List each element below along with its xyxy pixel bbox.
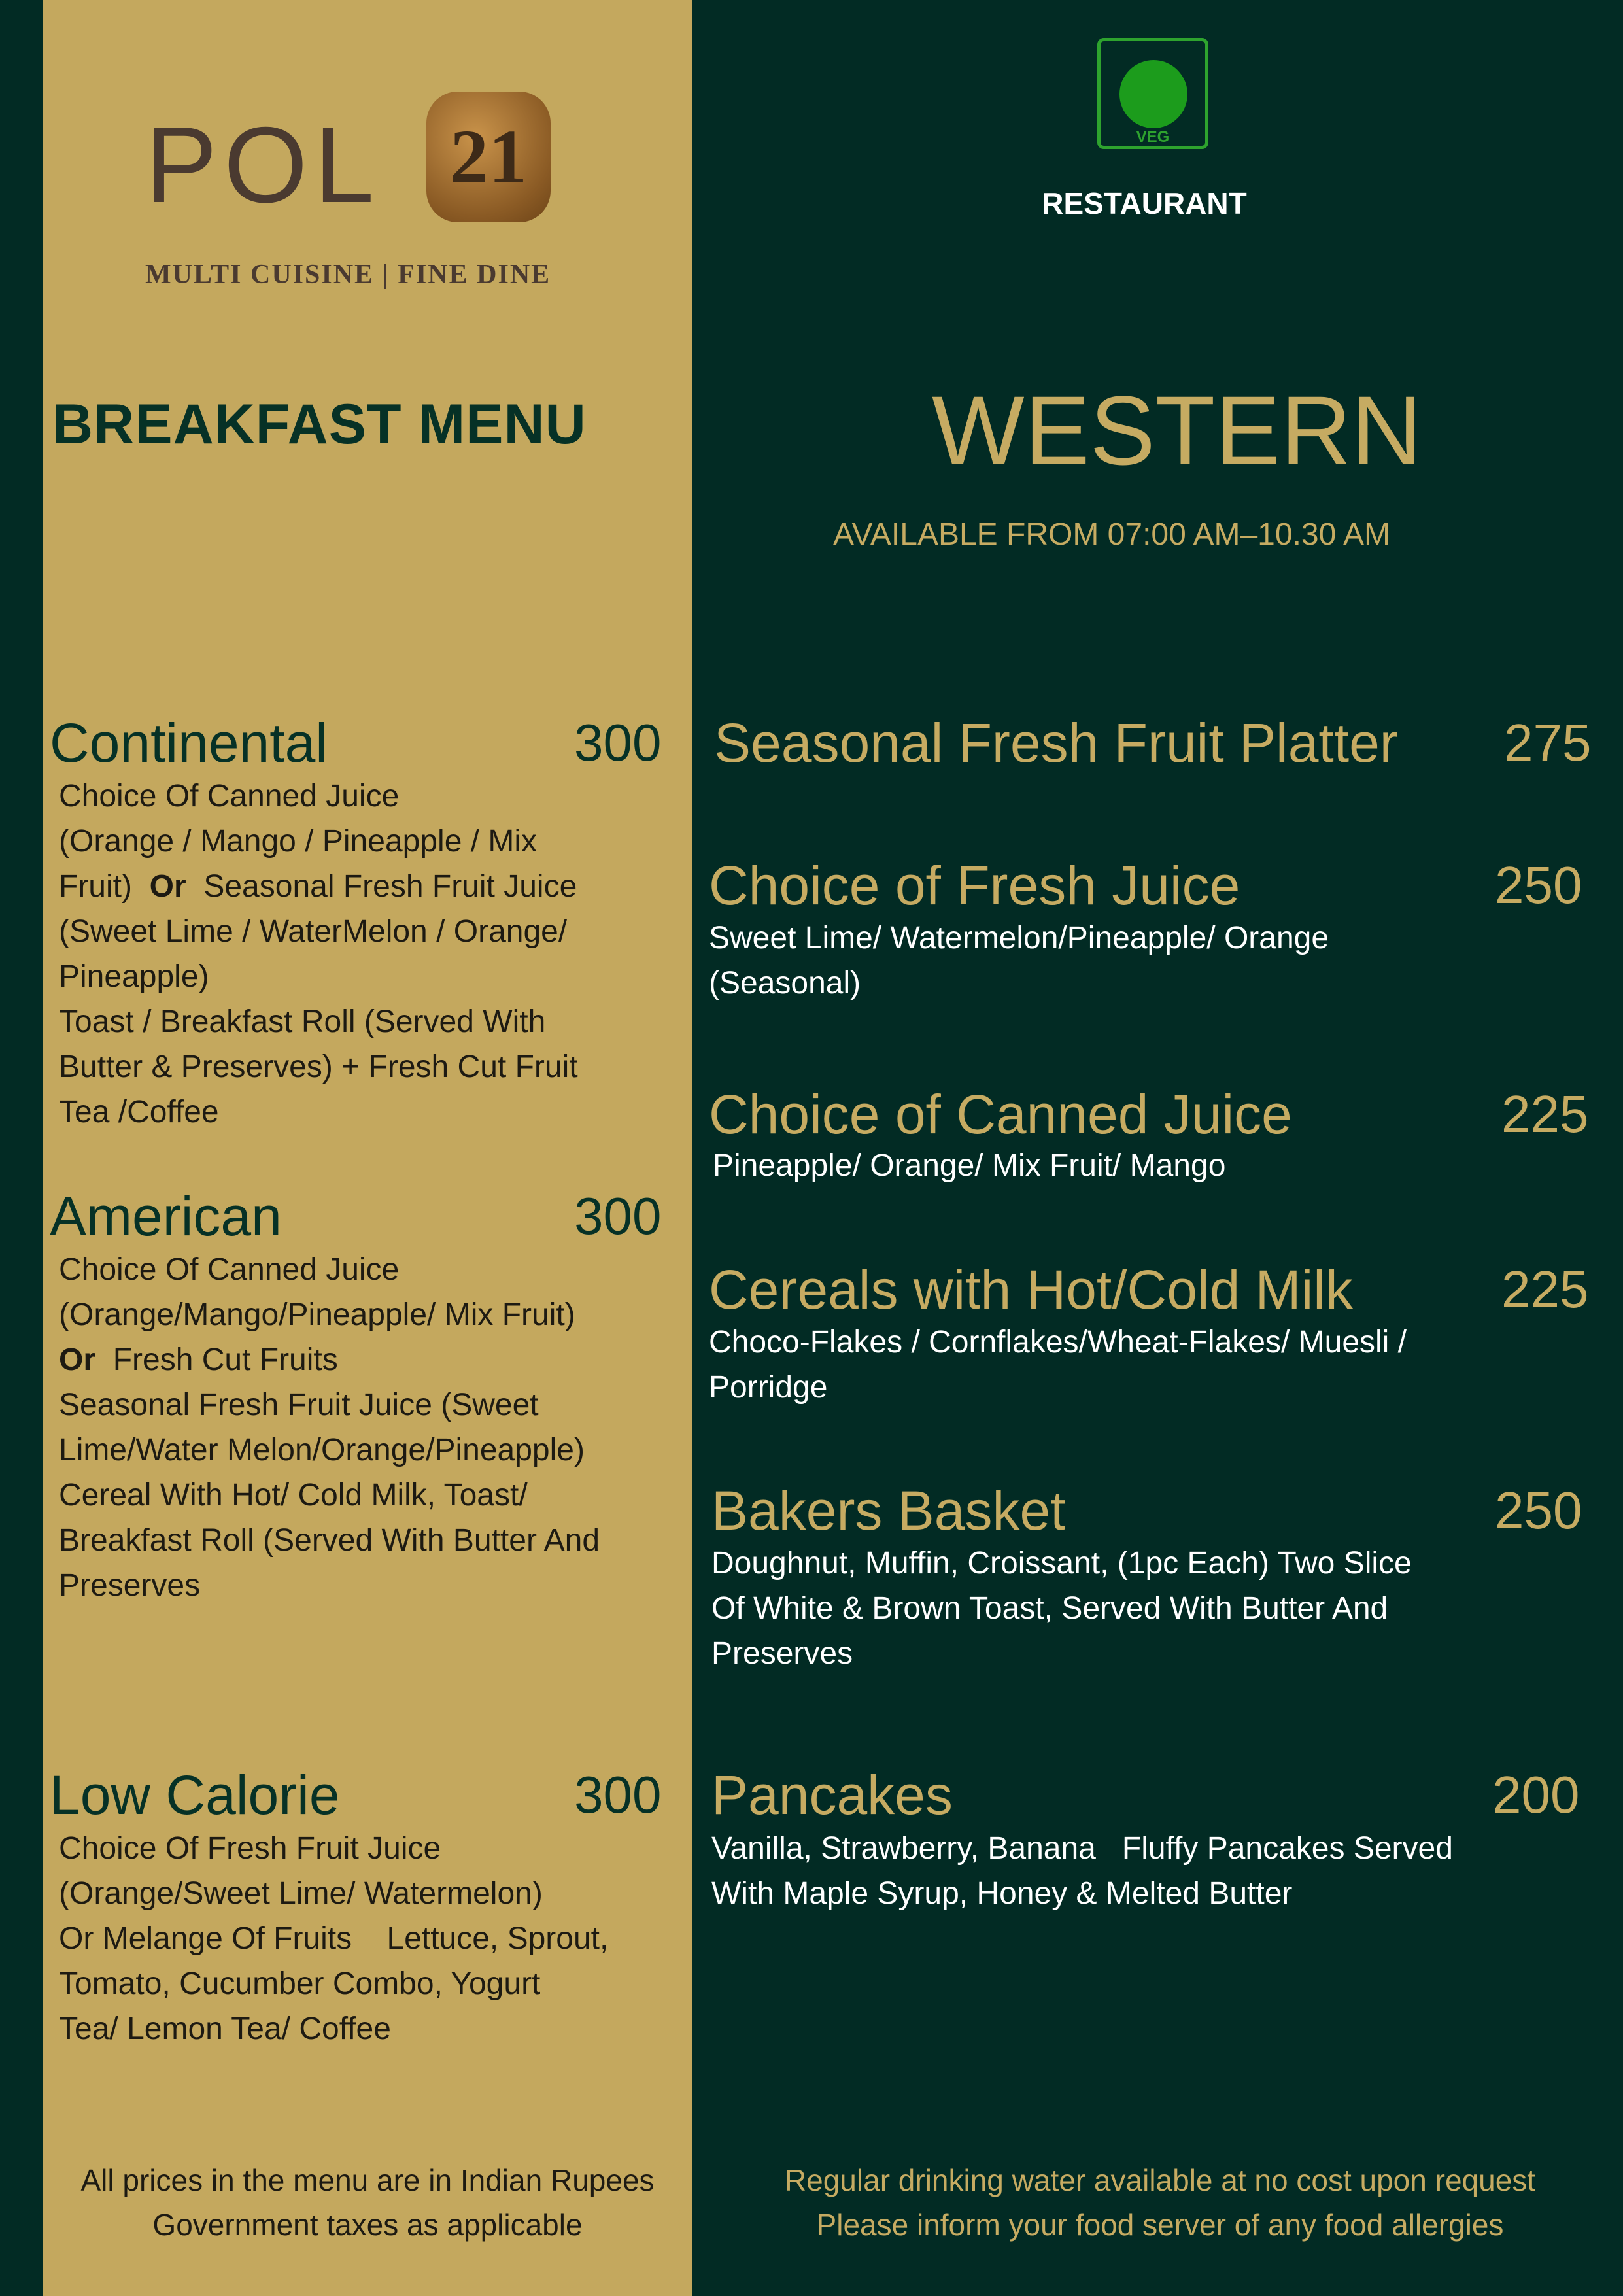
- cereals-price: 225: [1501, 1260, 1589, 1318]
- fruit-platter-title: Seasonal Fresh Fruit Platter: [714, 712, 1398, 774]
- right-footer: [697, 2158, 1623, 2247]
- bakers-basket-title: Bakers Basket: [711, 1480, 1066, 1541]
- canned-juice-title: Choice of Canned Juice: [709, 1084, 1292, 1145]
- desc-line: Or Melange Of Fruits Lettuce, Sprout,: [59, 1921, 609, 1956]
- desc-line: Fruit) Or Seasonal Fresh Fruit Juice: [59, 869, 577, 904]
- availability-text: AVAILABLE FROM 07:00 AM–10.30 AM: [833, 517, 1390, 552]
- pancakes-title: Pancakes: [711, 1764, 953, 1826]
- desc-line: (Orange / Mango / Pineapple / Mix: [59, 824, 538, 859]
- desc-line: (Orange/Sweet Lime/ Watermelon): [59, 1876, 543, 1911]
- desc-line: Doughnut, Muffin, Croissant, (1pc Each) Two Slice: [711, 1546, 1412, 1581]
- continental-price: 300: [574, 713, 662, 772]
- desc-line: Toast / Breakfast Roll (Served With: [59, 1004, 546, 1039]
- canned-juice-price: 225: [1501, 1085, 1589, 1143]
- menu-title: BREAKFAST MENU: [52, 393, 587, 456]
- desc-line: Lime/Water Melon/Orange/Pineapple): [59, 1433, 585, 1467]
- desc-line: Porridge: [709, 1370, 828, 1405]
- bakers-basket-price: 250: [1495, 1481, 1582, 1539]
- desc-line: Seasonal Fresh Fruit Juice (Sweet: [59, 1388, 539, 1422]
- brand-badge-number: 21: [450, 114, 527, 199]
- desc-line: Choice Of Canned Juice: [59, 779, 400, 814]
- desc-line: Choco-Flakes / Cornflakes/Wheat-Flakes/ Muesli /: [709, 1325, 1407, 1360]
- desc-line: Of White & Brown Toast, Served With Butter And: [711, 1591, 1388, 1626]
- american-title: American: [50, 1186, 282, 1247]
- section-title: WESTERN: [932, 375, 1422, 485]
- left-footer: [43, 2158, 692, 2247]
- desc-line: Sweet Lime/ Watermelon/Pineapple/ Orange: [709, 921, 1329, 955]
- desc-line: (Orange/Mango/Pineapple/ Mix Fruit): [59, 1297, 575, 1332]
- desc-line: Butter & Preserves) + Fresh Cut Fruit: [59, 1050, 578, 1084]
- fresh-juice-price: 250: [1495, 856, 1582, 914]
- pancakes-description: [711, 1826, 1614, 1916]
- continental-title: Continental: [50, 712, 328, 774]
- desc-line: Tea/ Lemon Tea/ Coffee: [59, 2012, 391, 2046]
- desc-line: Choice Of Fresh Fruit Juice: [59, 1831, 441, 1866]
- canned-juice-description: [713, 1143, 1602, 1188]
- desc-line: Choice Of Canned Juice: [59, 1252, 400, 1287]
- fruit-platter-price: 275: [1504, 713, 1592, 772]
- veg-label: VEG: [1136, 128, 1170, 146]
- desc-line: With Maple Syrup, Honey & Melted Butter: [711, 1876, 1293, 1911]
- or-label: Or: [149, 869, 186, 904]
- brand-tagline: MULTI CUISINE | FINE DINE: [145, 260, 551, 290]
- fresh-juice-description: [709, 916, 1598, 1006]
- low-calorie-title: Low Calorie: [50, 1764, 340, 1826]
- desc-line: (Seasonal): [709, 966, 861, 1001]
- desc-line: (Sweet Lime / WaterMelon / Orange/: [59, 914, 568, 949]
- restaurant-label: RESTAURANT: [1042, 186, 1247, 220]
- desc-line: Preserves: [711, 1636, 853, 1671]
- footer-line: All prices in the menu are in Indian Rupees: [80, 2163, 655, 2197]
- american-description: [59, 1247, 674, 1608]
- brand-logo-badge: [426, 92, 551, 222]
- veg-dot-icon: [1119, 60, 1187, 128]
- american-price: 300: [574, 1187, 662, 1245]
- desc-line: Vanilla, Strawberry, Banana Fluffy Pancakes Served: [711, 1831, 1453, 1866]
- footer-line: Please inform your food server of any food allergies: [816, 2208, 1504, 2242]
- fresh-juice-title: Choice of Fresh Juice: [709, 855, 1240, 916]
- desc-line: Or Fresh Cut Fruits: [59, 1343, 338, 1377]
- cereals-title: Cereals with Hot/Cold Milk: [709, 1259, 1353, 1320]
- bakers-basket-description: [711, 1541, 1601, 1676]
- desc-line: Pineapple): [59, 959, 209, 994]
- cereals-description: [709, 1320, 1598, 1410]
- low-calorie-description: [59, 1826, 674, 2051]
- desc-line: Tea /Coffee: [59, 1095, 219, 1129]
- footer-line: Government taxes as applicable: [152, 2208, 583, 2242]
- desc-line: Pineapple/ Orange/ Mix Fruit/ Mango: [713, 1148, 1226, 1183]
- desc-line: Tomato, Cucumber Combo, Yogurt: [59, 1966, 541, 2001]
- desc-line: Breakfast Roll (Served With Butter And: [59, 1523, 600, 1558]
- brand-logo-text: POL: [145, 105, 381, 225]
- continental-description: [59, 774, 674, 1135]
- footer-line: Regular drinking water available at no cost upon request: [784, 2163, 1536, 2197]
- low-calorie-price: 300: [574, 1766, 662, 1824]
- pancakes-price: 200: [1492, 1766, 1580, 1824]
- desc-line: Preserves: [59, 1568, 201, 1603]
- or-label: Or: [59, 1343, 96, 1377]
- desc-line: Cereal With Hot/ Cold Milk, Toast/: [59, 1478, 528, 1513]
